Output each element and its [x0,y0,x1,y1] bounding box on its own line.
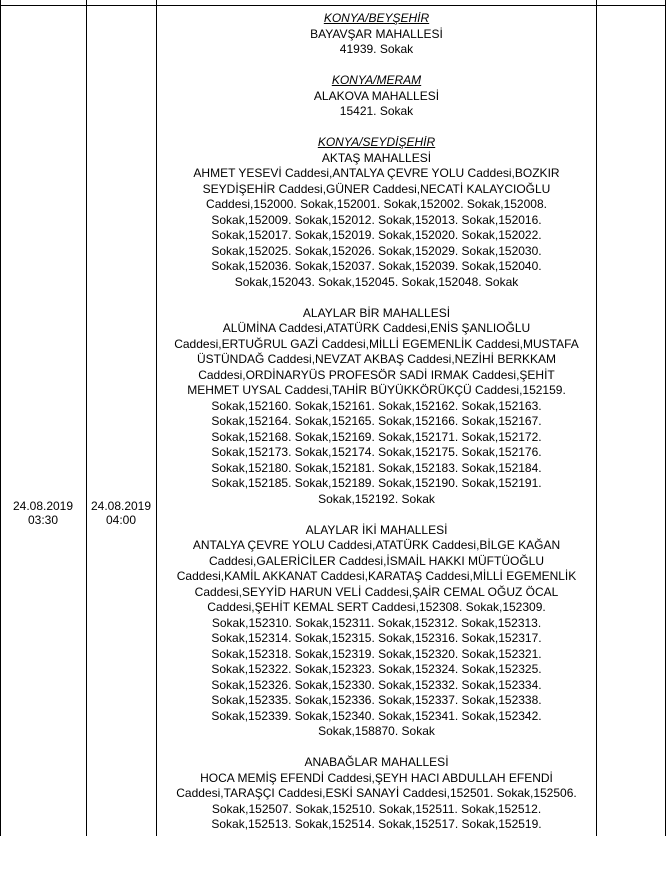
street-list-line: 41939. Sokak [339,42,414,56]
neighborhood-name: ALAYLAR BİR MAHALLESİ [302,305,451,320]
street-list-line: ANTALYA ÇEVRE YOLU Caddesi,ATATÜRK Caddesi,BİLGE KAĞAN [192,538,561,552]
street-list-line: Sokak,152322. Sokak,152323. Sokak,152324. Sokak,152325. [211,662,542,676]
affected-areas-cell [157,11,596,848]
street-list-line: Sokak,152326. Sokak,152330. Sokak,152332. Sokak,152334. [211,677,542,692]
street-list-line: Sokak,152043. Sokak,152045. Sokak,152048. Sokak [234,274,519,289]
street-list-line: Sokak,152339. Sokak,152340. Sokak,152341. Sokak,152342. [211,708,542,723]
neighborhood-name: ALAYLAR İKİ MAHALLESİ [305,522,448,537]
end-date: 24.08.2019 [90,499,152,513]
street-list-line: Caddesi,152000. Sokak,152001. Sokak,152002. Sokak,152008. [206,197,547,211]
street-list-line: Caddesi,ORDİNARYÜS PROFESÖR SADİ IRMAK Caddesi,ŞEHİT [198,367,555,382]
column-rule-1 [86,0,87,836]
location-block [157,306,596,508]
street-list-line: Caddesi,SEYYİD HARUN VELİ Caddesi,ŞAİR CEMAL OĞUZ ÖCAL [194,584,559,599]
street-list-line: Caddesi,ŞEHİT KEMAL SERT Caddesi,152308. Sokak,152309. [207,600,546,614]
location-block [157,11,596,58]
street-list-line: Sokak,152513. Sokak,152514. Sokak,152517. Sokak,152519. [211,817,542,831]
street-list-line: Caddesi,KAMİL AKKANAT Caddesi,KARATAŞ Caddesi,MİLLİ EGEMENLİK [176,569,577,583]
province-district-heading: KONYA/SEYDİŞEHİR [317,135,436,149]
street-list-line: HOCA MEMİŞ EFENDİ Caddesi,ŞEYH HACI ABDULLAH EFENDİ [200,770,553,785]
column-rule-left [0,0,1,836]
street-list-line: AHMET YESEVİ Caddesi,ANTALYA ÇEVRE YOLU Caddesi,BOZKIR [193,166,560,180]
neighborhood-name: ALAKOVA MAHALLESİ [313,88,440,103]
neighborhood-name: ANABAĞLAR MAHALLESİ [304,755,449,769]
province-district-heading: KONYA/BEYŞEHİR [323,11,430,25]
street-list-line: Caddesi,GALERİCİLER Caddesi,İSMAİL HAKKI MÜFTÜOĞLU [209,553,544,568]
street-list-line: Caddesi,ERTUĞRUL GAZİ Caddesi,MİLLİ EGEMENLİK Caddesi,MUSTAFA [174,336,579,351]
location-block [157,73,596,120]
street-list-line: ÜSTÜNDAĞ Caddesi,NEVZAT AKBAŞ Caddesi,NEZİHİ BERKKAM [197,352,556,366]
start-time: 03:30 [27,513,59,527]
street-list-line: Sokak,152168. Sokak,152169. Sokak,152171. Sokak,152172. [211,429,542,444]
street-list-line: Sokak,152009. Sokak,152012. Sokak,152013. Sokak,152016. [211,212,542,227]
street-list-line: MEHMET UYSAL Caddesi,TAHİR BÜYÜKKÖRÜKÇÜ Caddesi,152159. [187,383,566,397]
street-list-line: Sokak,152314. Sokak,152315. Sokak,152316. Sokak,152317. [211,631,542,645]
end-datetime [86,499,156,527]
start-datetime [0,499,86,527]
street-list-line: Sokak,152507. Sokak,152510. Sokak,152511. Sokak,152512. [211,801,542,816]
location-block [157,135,596,290]
street-list-line: Sokak,152173. Sokak,152174. Sokak,152175. Sokak,152176. [211,445,542,459]
neighborhood-name: AKTAŞ MAHALLESİ [321,150,432,165]
street-list-line: ALÜMİNA Caddesi,ATATÜRK Caddesi,ENİS ŞANLIOĞLU [222,321,531,335]
street-list-line: Sokak,152185. Sokak,152189. Sokak,152190. Sokak,152191. [211,476,542,490]
neighborhood-name: BAYAVŞAR MAHALLESİ [310,26,443,41]
end-time: 04:00 [105,513,137,527]
street-list-line: Sokak,158870. Sokak [318,724,435,738]
street-list-line: Sokak,152192. Sokak [318,491,435,506]
street-list-line: Sokak,152017. Sokak,152019. Sokak,152020. Sokak,152022. [211,228,542,242]
location-block [157,755,596,833]
street-list-line: Sokak,152025. Sokak,152026. Sokak,152029. Sokak,152030. [211,243,542,258]
street-list-line: Caddesi,TARAŞÇI Caddesi,ESKİ SANAYİ Caddesi,152501. Sokak,152506. [176,786,577,800]
table-top-rule [0,5,666,6]
street-list-line: SEYDİŞEHİR Caddesi,GÜNER Caddesi,NECATİ KALAYCIOĞLU [202,181,551,196]
street-list-line: Sokak,152310. Sokak,152311. Sokak,152312. Sokak,152313. [211,615,542,630]
street-list-line: Sokak,152036. Sokak,152037. Sokak,152039. Sokak,152040. [211,259,542,273]
location-block [157,523,596,740]
start-date: 24.08.2019 [12,499,74,513]
street-list-line: Sokak,152160. Sokak,152161. Sokak,152162. Sokak,152163. [211,398,542,413]
column-rule-3 [596,0,597,836]
street-list-line: Sokak,152180. Sokak,152181. Sokak,152183. Sokak,152184. [211,460,542,475]
street-list-line: Sokak,152318. Sokak,152319. Sokak,152320. Sokak,152321. [211,646,542,661]
province-district-heading: KONYA/MERAM [331,73,422,87]
street-list-line: Sokak,152335. Sokak,152336. Sokak,152337. Sokak,152338. [211,693,542,707]
street-list-line: 15421. Sokak [339,104,414,118]
street-list-line: Sokak,152164. Sokak,152165. Sokak,152166. Sokak,152167. [211,414,542,428]
